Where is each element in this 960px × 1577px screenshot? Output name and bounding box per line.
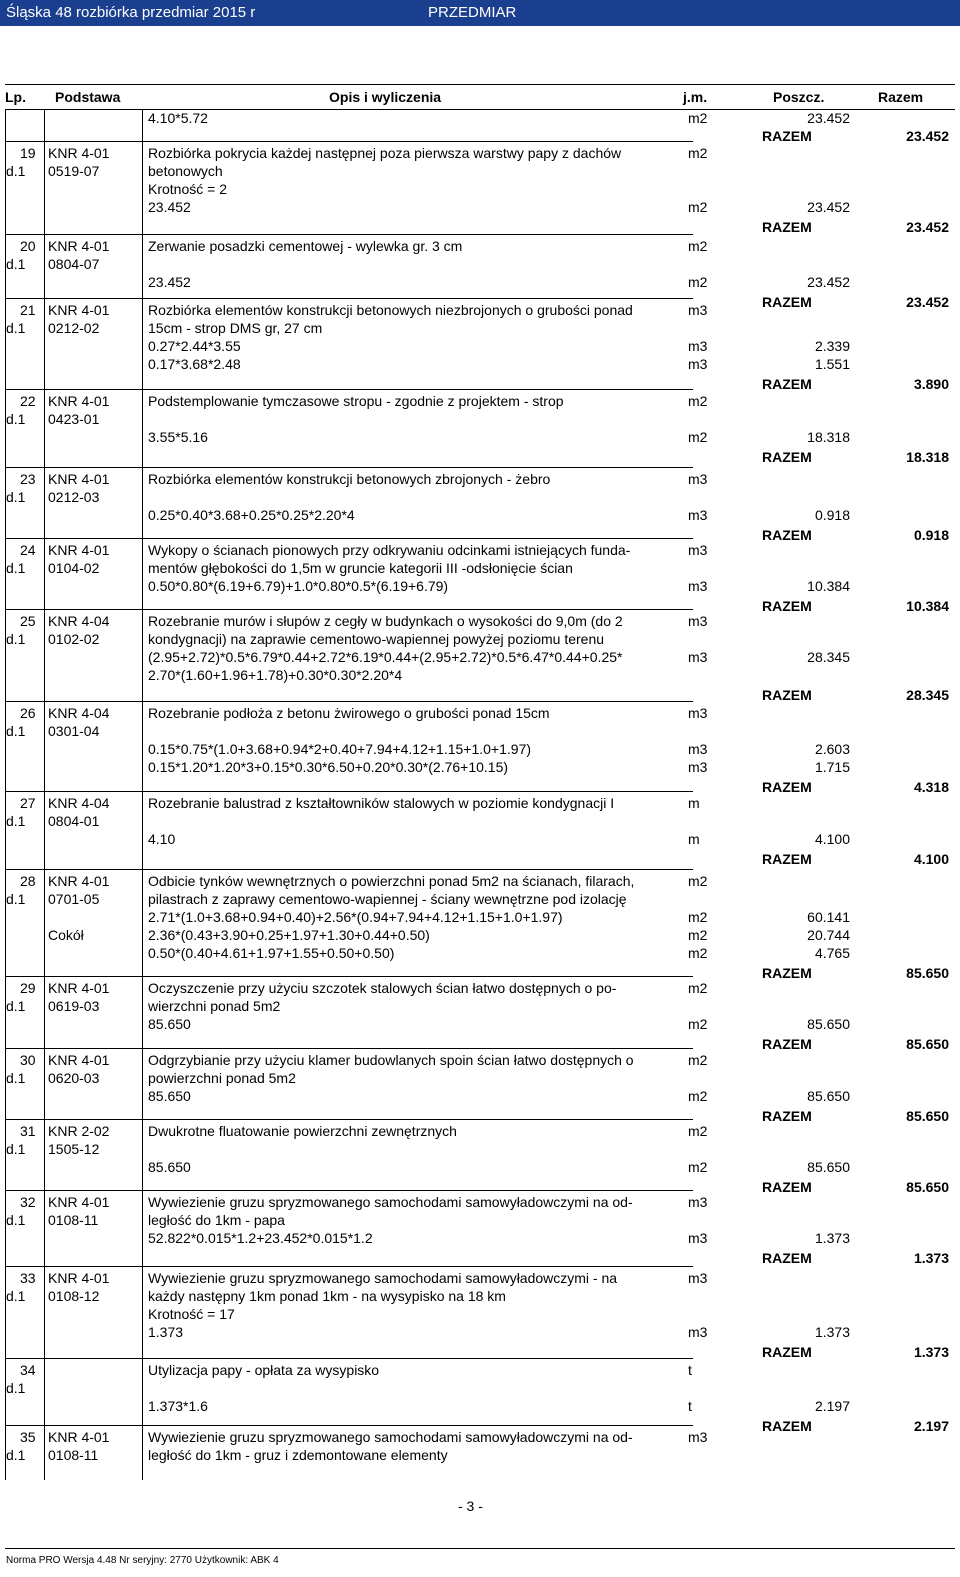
item-description: Rozbiórka elementów konstrukcji betonowych niezbrojonych o grubości ponad	[148, 302, 633, 318]
item-podstawa-position: 1505-12	[48, 1141, 100, 1157]
calc-expr: 2.36*(0.43+3.90+0.25+1.97+1.30+0.44+0.50)	[148, 927, 430, 943]
item-separator	[5, 1048, 693, 1049]
item-separator	[5, 234, 693, 235]
item-podstawa-catalog: KNR 4-04	[48, 705, 110, 721]
header-razem: Razem	[878, 89, 924, 105]
calc-expr: 0.27*2.44*3.55	[148, 338, 241, 354]
poszcz-value: 0.918	[814, 507, 850, 523]
item-d: d.1	[6, 411, 26, 427]
item-description: Rozbiórka elementów konstrukcji betonowych zbrojonych - żebro	[148, 471, 551, 487]
razem-value: 4.100	[913, 851, 949, 867]
razem-value: 85.650	[906, 1179, 949, 1195]
item-unit: m2	[688, 238, 708, 254]
poszcz-value: 2.603	[814, 741, 850, 757]
item-podstawa-catalog: KNR 4-04	[48, 613, 110, 629]
razem-label: RAZEM	[762, 779, 812, 795]
item-unit: m3	[688, 1270, 708, 1286]
razem-value: 0.918	[913, 527, 949, 543]
item-d: d.1	[6, 998, 26, 1014]
calc-expr: 23.452	[148, 199, 191, 215]
item-podstawa-position: 0519-07	[48, 163, 100, 179]
razem-value: 23.452	[906, 294, 949, 310]
razem-label: RAZEM	[762, 449, 812, 465]
item-separator	[5, 609, 693, 610]
item-d: d.1	[6, 320, 26, 336]
item-podstawa-position: 0804-01	[48, 813, 100, 829]
item-podstawa-catalog: KNR 4-01	[48, 1194, 110, 1210]
item-description: Rozebranie podłoża z betonu żwirowego o grubości ponad 15cm	[148, 705, 550, 721]
calc-expr: 0.17*3.68*2.48	[148, 356, 241, 372]
razem-value: 4.318	[913, 779, 949, 795]
calc-unit: m3	[688, 759, 708, 775]
page-banner	[0, 0, 960, 26]
item-separator	[5, 141, 693, 142]
header-opis: Opis i wyliczenia	[329, 89, 442, 105]
item-description: Oczyszczenie przy użyciu szczotek stalowych ścian łatwo dostępnych o po-	[148, 980, 617, 996]
item-podstawa-catalog: KNR 4-01	[48, 145, 110, 161]
item-podstawa-position: 0104-02	[48, 560, 100, 576]
razem-label: RAZEM	[762, 219, 812, 235]
item-podstawa-catalog: KNR 4-01	[48, 238, 110, 254]
poszcz-value: 85.650	[807, 1088, 850, 1104]
item-podstawa-catalog: KNR 4-01	[48, 1052, 110, 1068]
razem-label: RAZEM	[762, 1418, 812, 1434]
item-description: Rozebranie murów i słupów z cegły w budynkach o wysokości do 9,0m (do 2	[148, 613, 623, 629]
item-podstawa-position: 0620-03	[48, 1070, 100, 1086]
razem-value: 10.384	[906, 598, 949, 614]
item-description: mentów głębokości do 1,5m w gruncie kategorii III -odsłonięcie ścian	[148, 560, 573, 576]
item-separator	[5, 298, 693, 299]
poszcz-value: 1.715	[814, 759, 850, 775]
calc-expr: 85.650	[148, 1016, 191, 1032]
calc-expr: 2.71*(1.0+3.68+0.94+0.40)+2.56*(0.94+7.94+4.12+1.15+1.0+1.97)	[148, 909, 563, 925]
item-lp: 31	[20, 1123, 36, 1139]
item-podstawa-position: 0701-05	[48, 891, 100, 907]
item-podstawa-position: 0108-11	[48, 1212, 99, 1228]
item-separator	[5, 869, 693, 870]
item-podstawa-position: 0212-02	[48, 320, 100, 336]
item-unit: m3	[688, 1194, 708, 1210]
razem-value: 2.197	[913, 1418, 949, 1434]
item-separator	[5, 538, 693, 539]
razem-label: RAZEM	[762, 687, 812, 703]
razem-value: 85.650	[906, 1108, 949, 1124]
razem-value: 23.452	[906, 128, 949, 144]
razem-value: 1.373	[913, 1344, 949, 1360]
poszcz-value: 85.650	[807, 1016, 850, 1032]
razem-label: RAZEM	[762, 965, 812, 981]
razem-label: RAZEM	[762, 1250, 812, 1266]
header-jm: j.m.	[683, 89, 708, 105]
poszcz-value: 1.373	[814, 1230, 850, 1246]
calc-unit: m3	[688, 1230, 708, 1246]
col-line	[142, 110, 143, 1480]
item-description: każdy następny 1km ponad 1km - na wysypisko na 18 km	[148, 1288, 506, 1304]
item-unit: m3	[688, 613, 708, 629]
calc-unit: m2	[688, 927, 708, 943]
calc-unit: t	[688, 1398, 692, 1414]
item-podstawa-position: 0804-07	[48, 256, 100, 272]
poszcz-value: 18.318	[807, 429, 850, 445]
item-podstawa-position: 0108-12	[48, 1288, 100, 1304]
item-separator	[5, 1119, 693, 1120]
poszcz-value: 23.452	[807, 274, 850, 290]
footer-divider	[5, 1548, 955, 1549]
item-podstawa-position: 0212-03	[48, 489, 100, 505]
razem-value: 1.373	[913, 1250, 949, 1266]
document-title: Śląska 48 rozbiórka przedmiar 2015 r	[6, 4, 256, 21]
item-podstawa-catalog: KNR 4-04	[48, 795, 110, 811]
item-separator	[5, 1266, 693, 1267]
razem-value: 85.650	[906, 965, 949, 981]
col-line	[44, 110, 45, 1480]
item-unit: m3	[688, 1429, 708, 1445]
item-lp: 32	[20, 1194, 36, 1210]
razem-label: RAZEM	[762, 1108, 812, 1124]
item-description: Dwukrotne fluatowanie powierzchni zewnętrznych	[148, 1123, 457, 1139]
calc-unit: m3	[688, 578, 708, 594]
calc-unit: m2	[688, 429, 708, 445]
razem-value: 85.650	[906, 1036, 949, 1052]
item-podstawa-extra: Cokół	[48, 927, 84, 943]
calc-unit: m	[688, 831, 700, 847]
item-unit: m2	[688, 1052, 708, 1068]
item-podstawa-position: 0102-02	[48, 631, 100, 647]
item-lp: 29	[20, 980, 36, 996]
item-description: kondygnacji) na zaprawie cementowo-wapiennej powyżej poziomu terenu	[148, 631, 605, 647]
calc-expr: 1.373	[148, 1324, 184, 1340]
table-header	[5, 84, 955, 110]
calc-unit: m2	[688, 1159, 708, 1175]
item-description: Zerwanie posadzki cementowej - wylewka gr. 3 cm	[148, 238, 463, 254]
item-podstawa-catalog: KNR 2-02	[48, 1123, 110, 1139]
item-unit: m3	[688, 705, 708, 721]
razem-label: RAZEM	[762, 527, 812, 543]
item-description: Wywiezienie gruzu spryzmowanego samochodami samowyładowczymi na od-	[148, 1194, 633, 1210]
unit: m2	[688, 110, 708, 126]
calc-unit: m3	[688, 1324, 708, 1340]
header-podstawa: Podstawa	[55, 89, 121, 105]
przedmiar-table	[5, 110, 955, 1480]
item-d: d.1	[6, 631, 26, 647]
calc-expr: (2.95+2.72)*0.5*6.79*0.44+2.72*6.19*0.44+(2.95+2.72)*0.5*6.47*0.44+0.25*	[148, 649, 623, 665]
razem-value: 23.452	[906, 219, 949, 235]
calc-expr: 0.50*(0.40+4.61+1.97+1.55+0.50+0.50)	[148, 945, 395, 961]
item-description: ległość do 1km - gruz i zdemontowane elementy	[148, 1447, 448, 1463]
item-description: Wywiezienie gruzu spryzmowanego samochodami samowyładowczymi na od-	[148, 1429, 633, 1445]
razem-label: RAZEM	[762, 376, 812, 392]
item-d: d.1	[6, 1070, 26, 1086]
item-d: d.1	[6, 489, 26, 505]
poszcz-value: 85.650	[807, 1159, 850, 1175]
item-separator	[5, 1190, 693, 1191]
razem-label: RAZEM	[762, 598, 812, 614]
item-podstawa-catalog: KNR 4-01	[48, 542, 110, 558]
item-lp: 19	[20, 145, 36, 161]
item-lp: 22	[20, 393, 36, 409]
item-description: betonowych	[148, 163, 223, 179]
item-d: d.1	[6, 891, 26, 907]
razem-value: 28.345	[906, 687, 949, 703]
item-d: d.1	[6, 163, 26, 179]
item-d: d.1	[6, 1288, 26, 1304]
calc-unit: m2	[688, 1088, 708, 1104]
software-footer: Norma PRO Wersja 4.48 Nr seryjny: 2770 Użytkownik: ABK 4	[6, 1555, 279, 1566]
item-lp: 20	[20, 238, 36, 254]
item-lp: 34	[20, 1362, 36, 1378]
item-unit: m3	[688, 542, 708, 558]
calc-expr: 4.10	[148, 831, 176, 847]
calc-unit: m2	[688, 199, 708, 215]
item-podstawa-catalog: KNR 4-01	[48, 1270, 110, 1286]
item-separator	[5, 701, 693, 702]
poszcz-value: 28.345	[807, 649, 850, 665]
poszcz-value: 2.197	[814, 1398, 850, 1414]
item-podstawa-catalog: KNR 4-01	[48, 471, 110, 487]
item-lp: 23	[20, 471, 36, 487]
item-podstawa-position: 0423-01	[48, 411, 100, 427]
calc-unit: m3	[688, 507, 708, 523]
item-separator	[5, 1358, 693, 1359]
item-separator	[5, 389, 693, 390]
item-description: Krotność = 17	[148, 1306, 235, 1322]
item-podstawa-catalog: KNR 4-01	[48, 980, 110, 996]
item-description: powierzchni ponad 5m2	[148, 1070, 296, 1086]
item-unit: t	[688, 1362, 692, 1378]
item-lp: 24	[20, 542, 36, 558]
item-description: Wykopy o ścianach pionowych przy odkrywaniu odcinkami istniejących funda-	[148, 542, 631, 558]
poszcz-value: 60.141	[807, 909, 850, 925]
item-unit: m2	[688, 393, 708, 409]
calc-expr: 0.15*1.20*1.20*3+0.15*0.30*6.50+0.20*0.30*(2.76+10.15)	[148, 759, 509, 775]
item-podstawa-catalog: KNR 4-01	[48, 873, 110, 889]
poszcz-value: 2.339	[814, 338, 850, 354]
poszcz-value: 23.452	[807, 110, 850, 126]
item-description: Utylizacja papy - opłata za wysypisko	[148, 1362, 380, 1378]
item-unit: m2	[688, 1123, 708, 1139]
item-separator	[5, 976, 693, 977]
item-d: d.1	[6, 813, 26, 829]
item-lp: 30	[20, 1052, 36, 1068]
poszcz-value: 10.384	[807, 578, 850, 594]
calc-unit: m3	[688, 356, 708, 372]
item-unit: m3	[688, 302, 708, 318]
calc-expr: 3.55*5.16	[148, 429, 208, 445]
item-lp: 33	[20, 1270, 36, 1286]
item-unit: m2	[688, 873, 708, 889]
item-unit: m2	[688, 145, 708, 161]
header-poszcz: Poszcz.	[773, 89, 825, 105]
item-lp: 28	[20, 873, 36, 889]
item-description: Odbicie tynków wewnętrznych o powierzchni ponad 5m2 na ścianach, filarach,	[148, 873, 635, 889]
item-description: Odgrzybianie przy użyciu klamer budowlanych spoin ścian łatwo dostępnych o	[148, 1052, 634, 1068]
item-d: d.1	[6, 1141, 26, 1157]
item-description: 15cm - strop DMS gr, 27 cm	[148, 320, 323, 336]
poszcz-value: 4.765	[814, 945, 850, 961]
item-description: ległość do 1km - papa	[148, 1212, 285, 1228]
page-number: - 3 -	[458, 1498, 483, 1514]
poszcz-value: 23.452	[807, 199, 850, 215]
calc-expr: 2.70*(1.60+1.96+1.78)+0.30*0.30*2.20*4	[148, 667, 403, 683]
calc-expr: 52.822*0.015*1.2+23.452*0.015*1.2	[148, 1230, 373, 1246]
item-podstawa-position: 0108-11	[48, 1447, 99, 1463]
item-separator	[5, 467, 693, 468]
item-d: d.1	[6, 1447, 26, 1463]
item-lp: 25	[20, 613, 36, 629]
item-description: pilastrach z zaprawy cementowo-wapiennej - ściany wewnętrzne pod izolację	[148, 891, 627, 907]
item-description: Rozebranie balustrad z kształtowników stalowych w poziomie kondygnacji I	[148, 795, 615, 811]
calc-unit: m3	[688, 741, 708, 757]
calc-expr: 0.15*0.75*(1.0+3.68+0.94*2+0.40+7.94+4.12+1.15+1.0+1.97)	[148, 741, 532, 757]
razem-label: RAZEM	[762, 1179, 812, 1195]
razem-value: 18.318	[906, 449, 949, 465]
header-lp: Lp.	[5, 89, 26, 105]
calc-expr: 0.50*0.80*(6.19+6.79)+1.0*0.80*0.5*(6.19+6.79)	[148, 578, 449, 594]
calc-expr: 0.25*0.40*3.68+0.25*0.25*2.20*4	[148, 507, 355, 523]
item-description: Krotność = 2	[148, 181, 227, 197]
item-lp: 35	[20, 1429, 36, 1445]
item-description: Rozbiórka pokrycia każdej następnej poza pierwsza warstwy papy z dachów	[148, 145, 622, 161]
razem-label: RAZEM	[762, 1036, 812, 1052]
calc-unit: m2	[688, 274, 708, 290]
poszcz-value: 1.551	[814, 356, 850, 372]
calc-expr: 23.452	[148, 274, 191, 290]
item-podstawa-catalog: KNR 4-01	[48, 393, 110, 409]
item-unit: m3	[688, 471, 708, 487]
razem-label: RAZEM	[762, 294, 812, 310]
calc-expr: 85.650	[148, 1088, 191, 1104]
item-d: d.1	[6, 1380, 26, 1396]
col-line	[5, 110, 6, 1480]
calc-expr: 85.650	[148, 1159, 191, 1175]
item-podstawa-position: 0301-04	[48, 723, 100, 739]
item-description: Podstemplowanie tymczasowe stropu - zgodnie z projektem - strop	[148, 393, 564, 409]
calc-unit: m2	[688, 1016, 708, 1032]
calc-expr: 1.373*1.6	[148, 1398, 208, 1414]
item-d: d.1	[6, 1212, 26, 1228]
calc-unit: m3	[688, 649, 708, 665]
razem-label: RAZEM	[762, 128, 812, 144]
item-separator	[5, 1425, 693, 1426]
item-description: Wywiezienie gruzu spryzmowanego samochodami samowyładowczymi - na	[148, 1270, 618, 1286]
razem-label: RAZEM	[762, 851, 812, 867]
item-separator	[5, 791, 693, 792]
item-unit: m2	[688, 980, 708, 996]
razem-value: 3.890	[913, 376, 949, 392]
poszcz-value: 4.100	[814, 831, 850, 847]
item-podstawa-position: 0619-03	[48, 998, 100, 1014]
poszcz-value: 20.744	[807, 927, 850, 943]
item-d: d.1	[6, 723, 26, 739]
item-description: wierzchni ponad 5m2	[148, 998, 281, 1014]
document-type: PRZEDMIAR	[428, 4, 517, 21]
calc-unit: m2	[688, 945, 708, 961]
item-lp: 26	[20, 705, 36, 721]
item-podstawa-catalog: KNR 4-01	[48, 302, 110, 318]
item-podstawa-catalog: KNR 4-01	[48, 1429, 110, 1445]
item-lp: 27	[20, 795, 36, 811]
item-unit: m	[688, 795, 700, 811]
poszcz-value: 1.373	[814, 1324, 850, 1340]
razem-label: RAZEM	[762, 1344, 812, 1360]
calc-expr: 4.10*5.72	[148, 110, 208, 126]
calc-unit: m2	[688, 909, 708, 925]
item-d: d.1	[6, 256, 26, 272]
item-d: d.1	[6, 560, 26, 576]
calc-unit: m3	[688, 338, 708, 354]
item-lp: 21	[20, 302, 36, 318]
